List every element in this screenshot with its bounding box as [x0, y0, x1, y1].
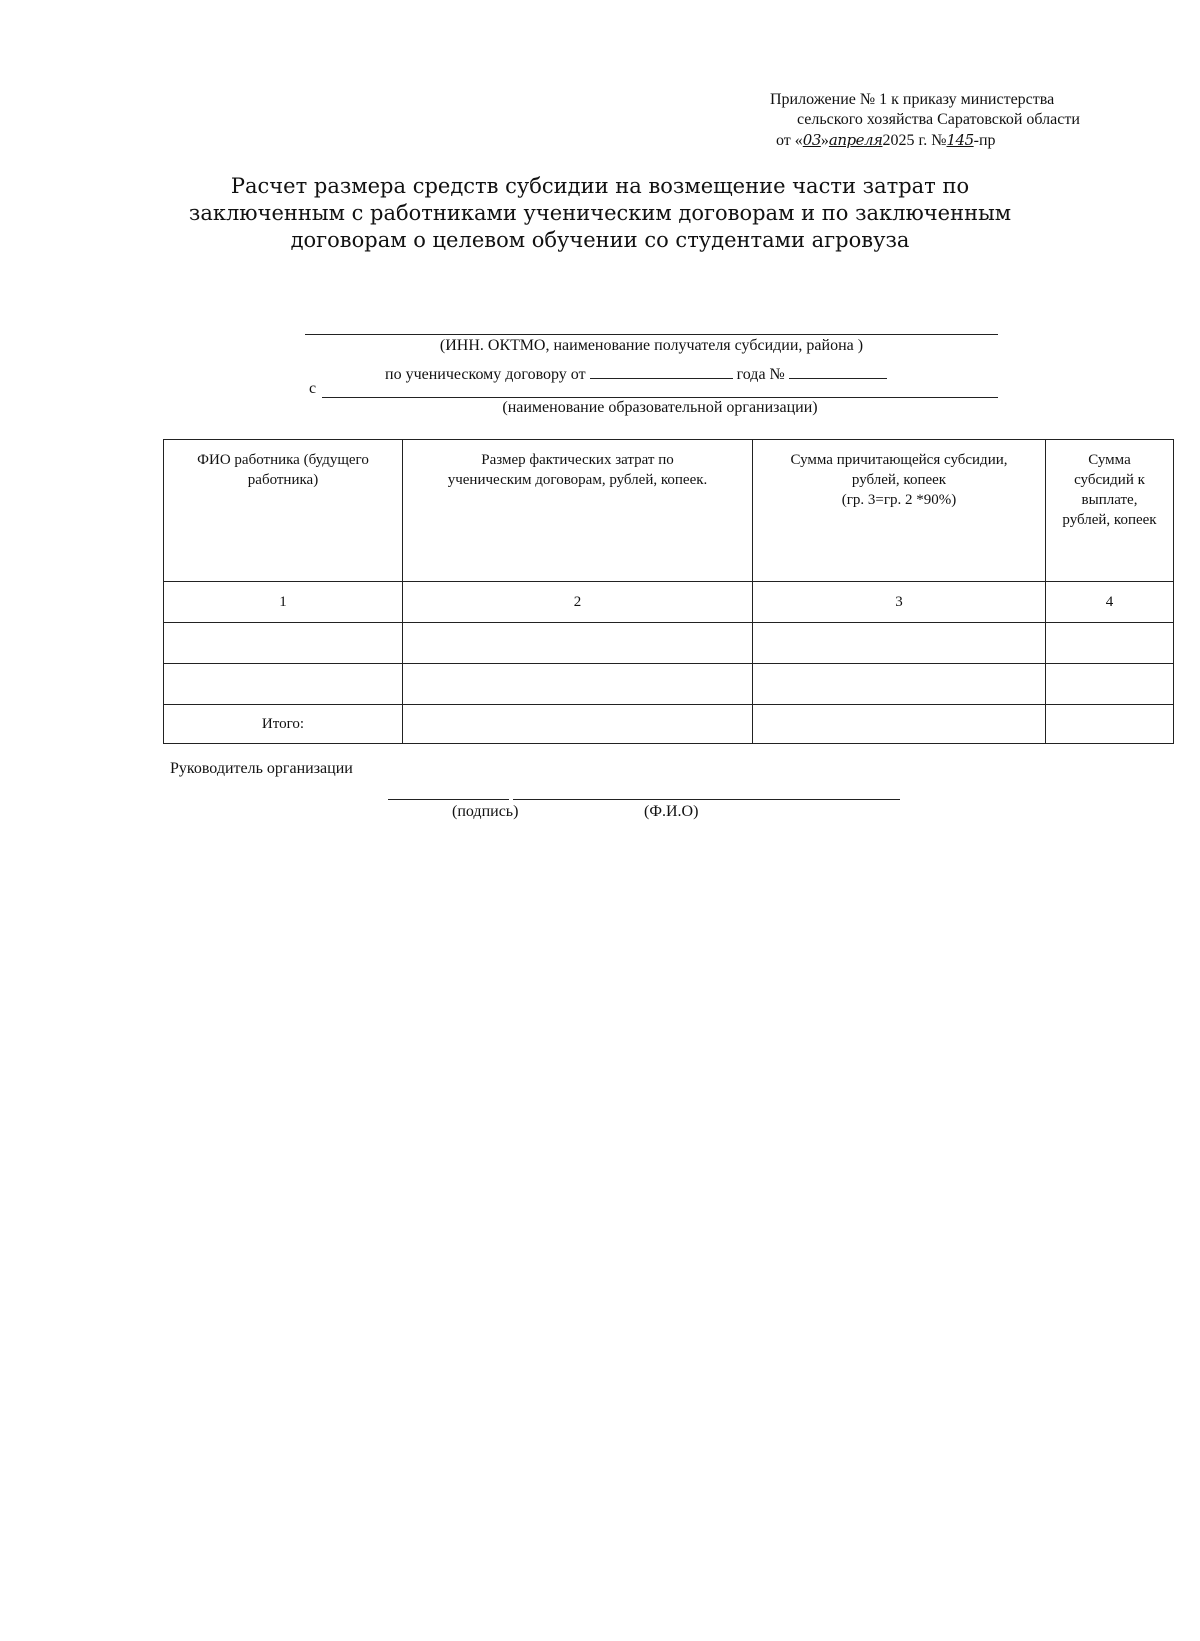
column-number: 4: [1046, 582, 1174, 623]
header-cell: ФИО работника (будущего работника): [164, 440, 403, 582]
table-cell: [164, 623, 403, 664]
table-row: [164, 623, 1174, 664]
organization-caption: (наименование образовательной организации): [502, 399, 818, 416]
date-day-handwritten: 03: [802, 131, 821, 149]
table-cell: [753, 623, 1046, 664]
order-suffix: -пр: [973, 132, 996, 149]
subsidy-table: [163, 439, 1174, 744]
table-header-row: [164, 440, 1174, 582]
table-cell: [1046, 664, 1174, 705]
signer-label: Руководитель организации: [170, 760, 353, 777]
name-caption: (Ф.И.О): [644, 803, 699, 820]
document-title: Расчет размера средств субсидии на возмещение части затрат по заключенным с работниками ученическим договорам и по заключенным договорам о целевом обучении со студентами агровуза: [188, 174, 1012, 252]
header-cell: Сумма причитающейся субсидии, рублей, копеек (гр. 3=гр. 2 *90%): [753, 440, 1046, 582]
date-month-handwritten: апреля: [828, 131, 883, 149]
table-cell: [1046, 623, 1174, 664]
table-row: [164, 664, 1174, 705]
total-label: Итого:: [164, 705, 403, 744]
header-cell: Сумма субсидий к выплате, рублей, копеек: [1046, 440, 1174, 582]
contract-number-blank: [789, 365, 887, 379]
header-cell: Размер фактических затрат по ученическим договорам, рублей, копеек.: [403, 440, 753, 582]
order-number-handwritten: 145: [946, 131, 974, 149]
date-mid: »: [820, 132, 829, 149]
table-cell: [753, 664, 1046, 705]
with-label: с: [309, 380, 317, 397]
appendix-date-line: [770, 130, 1150, 151]
organization-field-line: [322, 397, 998, 398]
signature-line: [388, 799, 509, 800]
contract-middle: года №: [736, 366, 785, 383]
recipient-caption: (ИНН. ОКТМО, наименование получателя субсидии, района ): [439, 337, 864, 354]
table-cell: [164, 664, 403, 705]
column-number-row: [164, 582, 1174, 623]
appendix-line-1: Приложение № 1 к приказу министерства: [770, 91, 1055, 108]
date-prefix: от «: [776, 132, 803, 149]
contract-date-blank: [590, 365, 733, 379]
recipient-field-line: [305, 334, 998, 335]
table-cell: [403, 705, 753, 744]
table-cell: [403, 623, 753, 664]
name-line: [513, 799, 900, 800]
signature-caption: (подпись): [452, 803, 519, 820]
table-cell: [403, 664, 753, 705]
column-number: 3: [753, 582, 1046, 623]
table-cell: [753, 705, 1046, 744]
column-number: 2: [403, 582, 753, 623]
appendix-line-2: сельского хозяйства Саратовской области: [797, 111, 1080, 128]
date-year: 2025 г. №: [882, 132, 947, 149]
column-number: 1: [164, 582, 403, 623]
appendix-header: [770, 90, 1150, 151]
total-row: [164, 705, 1174, 744]
table-cell: [1046, 705, 1174, 744]
contract-line: [385, 365, 887, 384]
contract-prefix: по ученическому договору от: [385, 366, 586, 383]
